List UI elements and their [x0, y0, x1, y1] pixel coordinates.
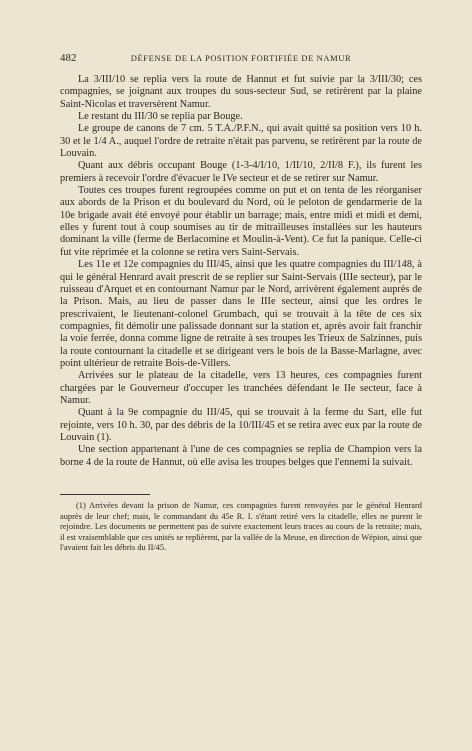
body-text — [60, 74, 422, 469]
paragraph: Quant à la 9e compagnie du III/45, qui se trouvait à la ferme du Sart, elle fut rejointe, vers 10 h. 30, par des débris de la 10/III/45 et se retira avec eux par la route de Louvain (1). — [60, 407, 422, 443]
footnote — [60, 501, 422, 554]
paragraph: Une section appartenant à l'une de ces compagnies se replia de Champion vers la borne 4 de la route de Hannut, où elle avisa les troupes belges que l'ennemi la suivait. — [60, 444, 422, 468]
paragraph: Le restant du III/30 se replia par Bouge. — [78, 111, 243, 123]
paragraph: Arrivées sur le plateau de la citadelle, vers 13 heures, ces compagnies furent chargées par le Gouverneur d'occuper les tranchées défendant le IIe secteur, face à Namur. — [60, 370, 422, 406]
page-header — [60, 52, 422, 74]
page-number: 482 — [60, 52, 77, 64]
running-title: DÉFENSE DE LA POSITION FORTIFIÉE DE NAMUR — [130, 53, 352, 63]
paragraph: La 3/III/10 se replia vers la route de Hannut et fut suivie par la 3/III/30; ces compagnies, se joignant aux troupes du sous-secteur Sud, se retirèrent par la plaine Saint-Nicolas et traversèrent Namur. — [60, 74, 422, 110]
footnote-text: (1) Arrivées devant la prison de Namur, ces compagnies furent renvoyées par le général Henrard auprès de leur chef; mais, le commandant du 45e R. I. s'étant retiré vers la citadelle, elles ne purent le rejoindre. Les documents ne permettent pas de suivre exactement leurs traces au cours de la retraite; mais, il est vraisemblable que ces unités se replièrent, par la vallée de la Meuse, en direction de Wépion, ainsi que l'avaient fait les débris du II/45. — [60, 501, 422, 553]
paragraph: Le groupe de canons de 7 cm. 5 T.A./P.F.N., qui avait quitté sa position vers 10 h. 30 et le 1/4 A., auquel l'ordre de retraite n'était pas parvenu, se retirèrent par la route de Louvain. — [60, 123, 422, 160]
paragraph: Les 11e et 12e compagnies du III/45, ainsi que les quatre compagnies du III/148, à qui le général Henrard avait prescrit de se replier sur Saint-Servais (IIIe secteur), par le ruisseau d'Arquet et en contournant Namur par le Nord, arrivèrent également auprès de la Prison. Mais, au lieu de passer dans le IIIe secteur, ainsi que les ordres le prescrivaient, le lieutenant-colonel Grumbach, qui se trouvait à la tête de ces six compagnies, fit démolir une palissade donnant sur la station et, après avoir fait franchir la voie ferrée, donna comme ligne de retraite à ses troupes les Trieux de Salzinnes, puis la route contournant la citadelle et se dirigeant vers le bois de la Basse-Marlagne, avec point ultérieur de retraite Bois-de-Villers. — [60, 259, 422, 369]
paragraph: Quant aux débris occupant Bouge (1-3-4/I/10, 1/II/10, 2/II/8 F.), ils furent les premiers à recevoir l'ordre d'évacuer le IVe secteur et de se retirer sur Namur. — [60, 160, 422, 184]
paragraph: Toutes ces troupes furent regroupées comme on put et on tenta de les réorganiser aux abords de la Prison et du boulevard du Nord, où le peloton de gendarmerie de la 10e brigade avait été envoyé pour établir un barrage; mais, entre midi et midi et demi, elles y furent tout à coup soumises au tir de mitrailleuses installées sur les hauteurs dominant la ville (ferme de Berlacomine et Moulin-à-Vent). Ce fut la panique. Celle-ci fut vite réprimée et la colonne se retira vers Saint-Servais. — [60, 185, 422, 258]
footnote-separator — [60, 494, 150, 495]
